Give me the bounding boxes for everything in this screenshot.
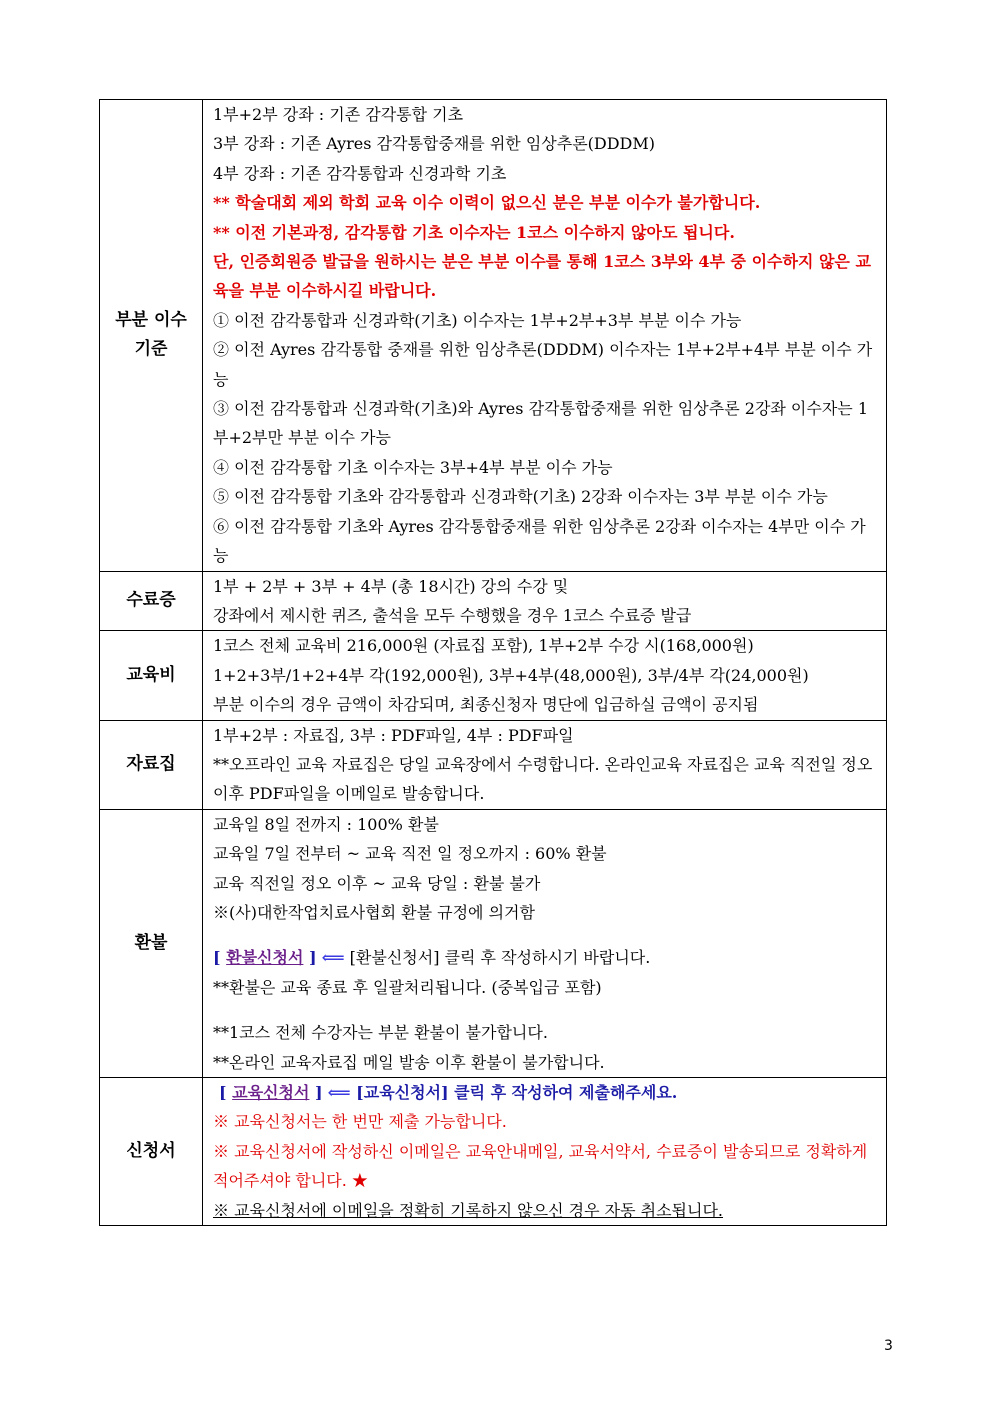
refund-link-instruction: [환불신청서] 클릭 후 작성하시기 바랍니다. <box>344 948 651 968</box>
arrow-left-icon: ⟸ <box>327 1083 351 1102</box>
label-materials: 자료집 <box>100 720 203 809</box>
info-table <box>99 99 887 1226</box>
content-fee <box>203 631 887 720</box>
bracket-close: ] <box>303 948 317 968</box>
partial-item-3: ③ 이전 감각통합과 신경과학(기초)와 Ayres 감각통합중재를 위한 임상추론 2강좌 이수자는 1부+2부만 부분 이수 가능 <box>213 399 869 448</box>
refund-form-link[interactable]: 환불신청서 <box>226 948 304 968</box>
row-materials <box>100 720 887 809</box>
label-partial-line2: 기준 <box>134 339 168 360</box>
content-refund <box>203 809 887 1077</box>
row-partial-completion <box>100 100 887 572</box>
application-note-email: ※ 교육신청서에 작성하신 이메일은 교육안내메일, 교육서약서, 수료증이 발송되므로 정확하게 적어주셔야 합니다. ★ <box>213 1141 868 1191</box>
partial-item-2: ② 이전 Ayres 감각통합 중재를 위한 임상추론(DDDM) 이수자는 1부+2부+4부 부분 이수 가능 <box>213 340 873 389</box>
refund-line-1: 교육일 8일 전까지 : 100% 환불 <box>213 814 439 834</box>
course-line-1-2: 1부+2부 강좌 : 기존 감각통합 기초 <box>213 105 464 124</box>
warning-previous-basic: ** 이전 기본과정, 감각통합 기초 이수자는 1코스 이수하지 않아도 됩니다. <box>213 222 735 242</box>
refund-line-2: 교육일 7일 전부터 ~ 교육 직전 일 정오까지 : 60% 환불 <box>213 844 607 864</box>
materials-line-1: 1부+2부 : 자료집, 3부 : PDF파일, 4부 : PDF파일 <box>213 725 574 745</box>
content-application <box>203 1078 887 1226</box>
refund-line-3: 교육 직전일 정오 이후 ~ 교육 당일 : 환불 불가 <box>213 873 541 893</box>
certificate-line-2: 강좌에서 제시한 퀴즈, 출석을 모두 수행했을 경우 1코스 수료증 발급 <box>213 605 692 625</box>
bracket-open: [ <box>213 948 227 968</box>
page-number: 3 <box>884 1338 893 1354</box>
label-application: 신청서 <box>100 1078 203 1226</box>
refund-note-2: **1코스 전체 수강자는 부분 환불이 불가합니다. <box>213 1023 548 1043</box>
fee-line-2: 1+2+3부/1+2+4부 각(192,000원), 3부+4부(48,000원), 3부/4부 각(24,000원) <box>213 665 809 685</box>
partial-item-5: ⑤ 이전 감각통합 기초와 감각통합과 신경과학(기초) 2강좌 이수자는 3부 부분 이수 가능 <box>213 487 828 507</box>
label-partial-line1: 부분 이수 <box>115 310 187 331</box>
row-certificate <box>100 571 887 631</box>
warning-certificate: 단, 인증회원증 발급을 원하시는 분은 부분 이수를 통해 1코스 3부와 4부 중 이수하지 않은 교육을 부분 이수하시길 바랍니다. <box>213 252 871 301</box>
application-note-cancel: ※ 교육신청서에 이메일을 정확히 기록하지 않으신 경우 자동 취소됩니다. <box>213 1200 723 1220</box>
spacer <box>213 1002 879 1018</box>
course-line-4: 4부 강좌 : 기존 감각통합과 신경과학 기초 <box>213 163 507 183</box>
application-link-line <box>213 1078 879 1107</box>
refund-line-4: ※(사)대한작업치료사협회 환불 규정에 의거함 <box>213 902 535 922</box>
application-form-link[interactable]: 교육신청서 <box>232 1083 310 1102</box>
row-application <box>100 1078 887 1226</box>
spacer <box>213 927 879 943</box>
content-materials <box>203 720 887 809</box>
fee-line-3: 부분 이수의 경우 금액이 차감되며, 최종신청자 명단에 입금하실 금액이 공지됨 <box>213 695 759 715</box>
application-note-once: ※ 교육신청서는 한 번만 제출 가능합니다. <box>213 1112 507 1132</box>
row-refund <box>100 809 887 1077</box>
materials-line-2: **오프라인 교육 자료집은 당일 교육장에서 수령합니다. 온라인교육 자료집은 교육 직전일 정오 이후 PDF파일을 이메일로 발송합니다. <box>213 754 873 804</box>
content-certificate <box>203 571 887 631</box>
label-certificate: 수료증 <box>100 571 203 631</box>
application-link-instruction: [교육신청서] 클릭 후 작성하여 제출해주세요. <box>350 1083 678 1102</box>
refund-link-line <box>213 943 879 972</box>
content-partial-completion <box>203 100 887 572</box>
label-refund: 환불 <box>100 809 203 1077</box>
course-line-3: 3부 강좌 : 기존 Ayres 감각통합중재를 위한 임상추론(DDDM) <box>213 134 656 154</box>
bracket-close: ] <box>309 1083 323 1102</box>
bracket-open: [ <box>219 1083 233 1102</box>
partial-item-6: ⑥ 이전 감각통합 기초와 Ayres 감각통합중재를 위한 임상추론 2강좌 이수자는 4부만 이수 가능 <box>213 516 866 566</box>
row-fee <box>100 631 887 720</box>
warning-no-history: ** 학술대회 제외 학회 교육 이수 이력이 없으신 분은 부분 이수가 불가합니다. <box>213 193 761 213</box>
label-partial-completion <box>100 100 203 572</box>
refund-note-1: **환불은 교육 종료 후 일괄처리됩니다. (중복입금 포함) <box>213 977 602 997</box>
fee-line-1: 1코스 전체 교육비 216,000원 (자료집 포함), 1부+2부 수강 시(168,000원) <box>213 636 754 656</box>
certificate-line-1: 1부 + 2부 + 3부 + 4부 (총 18시간) 강의 수강 및 <box>213 576 569 596</box>
partial-item-1: ① 이전 감각통합과 신경과학(기초) 이수자는 1부+2부+3부 부분 이수 가능 <box>213 310 742 330</box>
refund-note-3: **온라인 교육자료집 메일 발송 이후 환불이 불가합니다. <box>213 1052 605 1072</box>
arrow-left-icon: ⟸ <box>321 948 345 968</box>
label-fee: 교육비 <box>100 631 203 720</box>
partial-item-4: ④ 이전 감각통합 기초 이수자는 3부+4부 부분 이수 가능 <box>213 457 613 477</box>
